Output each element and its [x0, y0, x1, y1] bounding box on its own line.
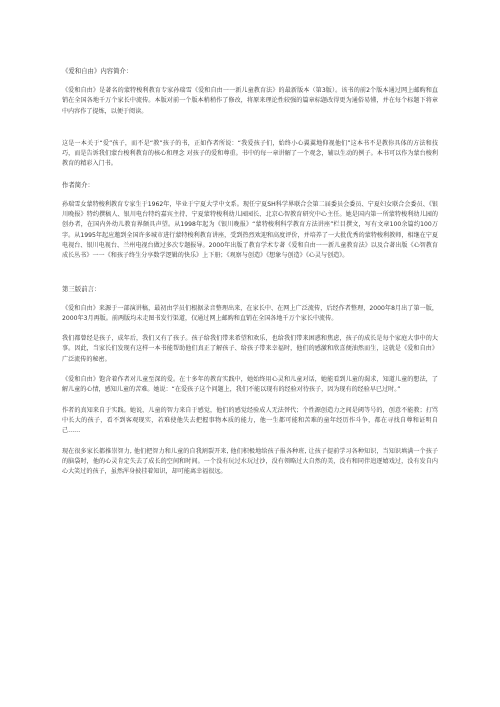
- section-heading: 《爱和自由》内容简介：: [62, 67, 133, 75]
- paragraph: 孙瑞雪女蒙特梭利教育专家生于1962年，毕业于宁夏大学中文系。现任宁夏SH科学界联合会第二届委员会委员、宁夏妇女联合会委员、《银川晚报》特约撰稿人、银川电台特约嘉宾主持、宁夏蒙特梭利幼儿园园长、北京心智教育研究中心主任。她是国内第一所蒙特梭利幼儿园的创办者，在国内外幼儿教育界颇具声望。从1998年起为《银川晚报》“蒙特梭利科学教育方法讲座”栏目撰文，写有文章100余篇约100万字。从1995年起应邀到全国许多城市进行蒙特梭利教育讲座，受到热烈欢迎和高度评价，并培养了一大批优秀的蒙特梭利教师，相继在宁夏电视台、银川电视台、兰州电视台做过多次专题报导。2000年出版了教育学术专著《爱和自由一一新儿童教育法》以及合著出版《心智教育成长丛书》一一《和孩子终生分享数学逻辑的快乐》上下册；《观察与创造》《想象与创造》《心灵与创造》。: [62, 200, 438, 260]
- paragraph: 现在很多家长都推崇智力, 他们把智力和儿童的自我割裂开来, 他们积极地给孩子报各种班, 让孩子提前学习各种知识，当知识填满一个孩子的脑袋时，他的心灵肯定失去了成长的空间和时间。一个没有玩过水玩过沙，没有领略过大自然的美，没有和同伴追逐嬉戏过，没有发自内心大笑过的孩子，虽然浑身披挂着知识，却可能离幸福很远。: [62, 447, 438, 476]
- section-spacer: [62, 272, 438, 284]
- section-third-edition-preface: [62, 284, 438, 478]
- paragraph: 我们都曾经是孩子，成年后，我们又有了孩子。孩子给我们带来希望和欢乐，也给我们带来困惑和焦虑，孩子的成长是每个家庭大事中的大事。因此，当家长们发现有这样一本书能帮助他们真正了解孩子、给孩子带来幸福时，他们的感激和欣喜便油然而生，这就是《爱和自由》广泛流传的秘密。: [62, 335, 438, 363]
- paragraph: 这是一本关于“爱”孩子，而不是“教”孩子的书，正如作者所说：“我爱孩子们，始终小心翼翼地仰视他们”这本书不是教你具体的方法和技巧，而是告诉我们蒙台梭利教育的核心和理念 对孩子的爱和尊重。书中的每一章讲解了一个观念，辅以生动的例子。本书可以作为蒙台梭利教育的精彩入门书。: [62, 139, 438, 168]
- section-content-summary: [62, 66, 438, 170]
- section-heading: 第三版前言：: [62, 284, 101, 293]
- paragraph: 《爱和自由》来源于一部演讲稿，最初由学员们根据录音整理出来，在家长中、在网上广泛流传，后经作者整理，2000年8月出了第一版，2000年3月再版。前两版均未走图书发行渠道，仅通过网上邮购和直销在全国各地千万个家长中流传。: [62, 304, 438, 322]
- paragraph: 作者的真知来自于实践。她说，儿童的智力来自于感觉，他们的感觉经验成人无法替代；个性源创造力之间是阈等号的，创意不能教；打骂中长大的孩子，看不到客观现实，若难使他失去把握事物本质的能力，他一生都可能和苦难的童年经历作斗争，都在寻找自尊和证明自己……: [62, 406, 438, 435]
- section-spacer: [62, 127, 438, 139]
- paragraph: 《爱和自由》饱含着作者对儿童至深的爱。在十多年的教育实践中，她始终用心灵和儿童对话，她能看到儿童的渴求，知道儿童的想法，了解儿童的心情，感知儿童的苦难。她说：“在爱孩子这个问题上，我们不能以现有的经验对待孩子，因为现有的经验早已过时。”: [62, 376, 438, 394]
- paragraph: 《爱和自由》是著名的蒙特梭利教育专家孙瑞雪《爱和自由一一新儿童教育法》的最新版本（第3版）。该书的前2个版本通过网上邮购和直销在全国各地千万个家长中流传。本版对前一个版本稍稍作了修改，将原来理论性较强的篇章标题改得更为通俗易懂，并在每个标题下将章中内容作了提炼，以便于阅读。: [62, 87, 438, 115]
- section-author-bio: [62, 180, 438, 262]
- section-heading: 作者简介：: [62, 180, 94, 189]
